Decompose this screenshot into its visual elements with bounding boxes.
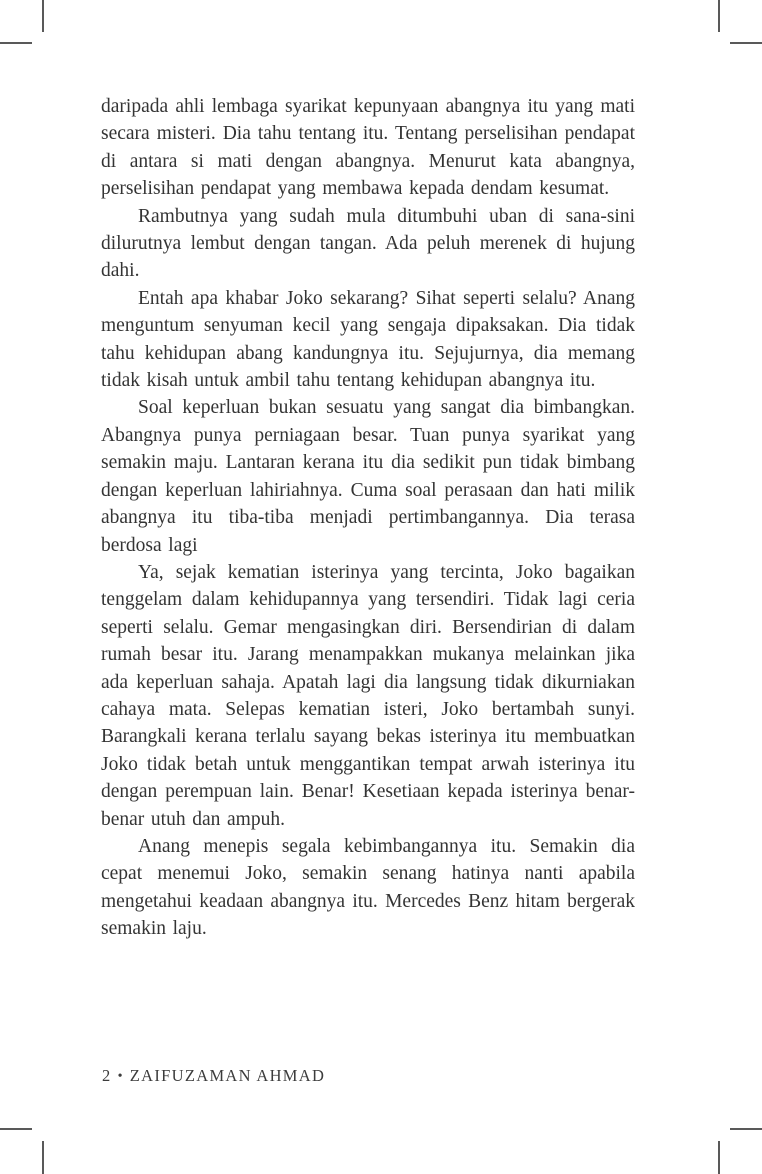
paragraph: Soal keperluan bukan sesuatu yang sangat dia bimbangkan. Abangnya punya perniagaan besar. Tuan punya syarikat yang semakin maju. Lantaran kerana itu dia sedikit pun tidak bimbang dengan keperluan lahiriahnya. Cuma soal perasaan dan hati milik abangnya itu tiba-tiba menjadi pertimbangannya. Dia terasa berdosa lagi — [101, 397, 635, 556]
crop-mark-top-right-vertical — [718, 0, 720, 32]
crop-mark-bottom-left-vertical — [42, 1141, 44, 1174]
crop-mark-bottom-left-horizontal — [0, 1128, 32, 1130]
page-number: 2 — [102, 1066, 112, 1085]
crop-mark-top-right-horizontal — [730, 42, 762, 44]
body-text — [101, 93, 635, 943]
paragraph: Entah apa khabar Joko sekarang? Sihat seperti selalu? Anang menguntum senyuman kecil yang sengaja dipaksakan. Dia tidak tahu kehidupan abang kandungnya itu. Sejujurnya, dia memang tidak kisah untuk ambil tahu tentang kehidupan abangnya itu. — [101, 287, 635, 392]
crop-mark-bottom-right-vertical — [718, 1141, 720, 1174]
crop-mark-top-left-vertical — [42, 0, 44, 32]
crop-mark-top-left-horizontal — [0, 42, 32, 44]
footer-separator-bullet: • — [117, 1069, 124, 1084]
paragraph: Rambutnya yang sudah mula ditumbuhi uban di sana-sini dilurutnya lembut dengan tangan. Ada peluh merenek di hujung dahi. — [101, 205, 635, 282]
paragraph-continuation: daripada ahli lembaga syarikat kepunyaan abangnya itu yang mati secara misteri. Dia tahu tentang itu. Tentang perselisihan pendapat di antara si mati dengan abangnya. Menurut kata abangnya, perselisihan pendapat yang membawa kepada dendam kesumat. — [101, 96, 635, 200]
page-footer — [102, 1066, 325, 1086]
paragraph: Ya, sejak kematian isterinya yang tercinta, Joko bagaikan tenggelam dalam kehidupannya yang tersendiri. Tidak lagi ceria seperti selalu. Gemar mengasingkan diri. Bersendirian di dalam rumah besar itu. Jarang menampakkan mukanya melainkan jika ada keperluan sahaja. Apatah lagi dia langsung tidak dikurniakan cahaya mata. Selepas kematian isteri, Joko bertambah sunyi. Barangkali kerana terlalu sayang bekas isterinya itu membuatkan Joko tidak betah untuk menggantikan tempat arwah isterinya itu dengan perempuan lain. Benar! Kesetiaan kepada isterinya benar-benar utuh dan ampuh. — [101, 561, 635, 830]
author-name: ZAIFUZAMAN AHMAD — [129, 1066, 326, 1085]
paragraph: Anang menepis segala kebimbangannya itu. Semakin dia cepat menemui Joko, semakin senang hatinya nanti apabila mengetahui keadaan abangnya itu. Mercedes Benz hitam bergerak semakin laju. — [101, 835, 635, 940]
crop-mark-bottom-right-horizontal — [730, 1128, 762, 1130]
